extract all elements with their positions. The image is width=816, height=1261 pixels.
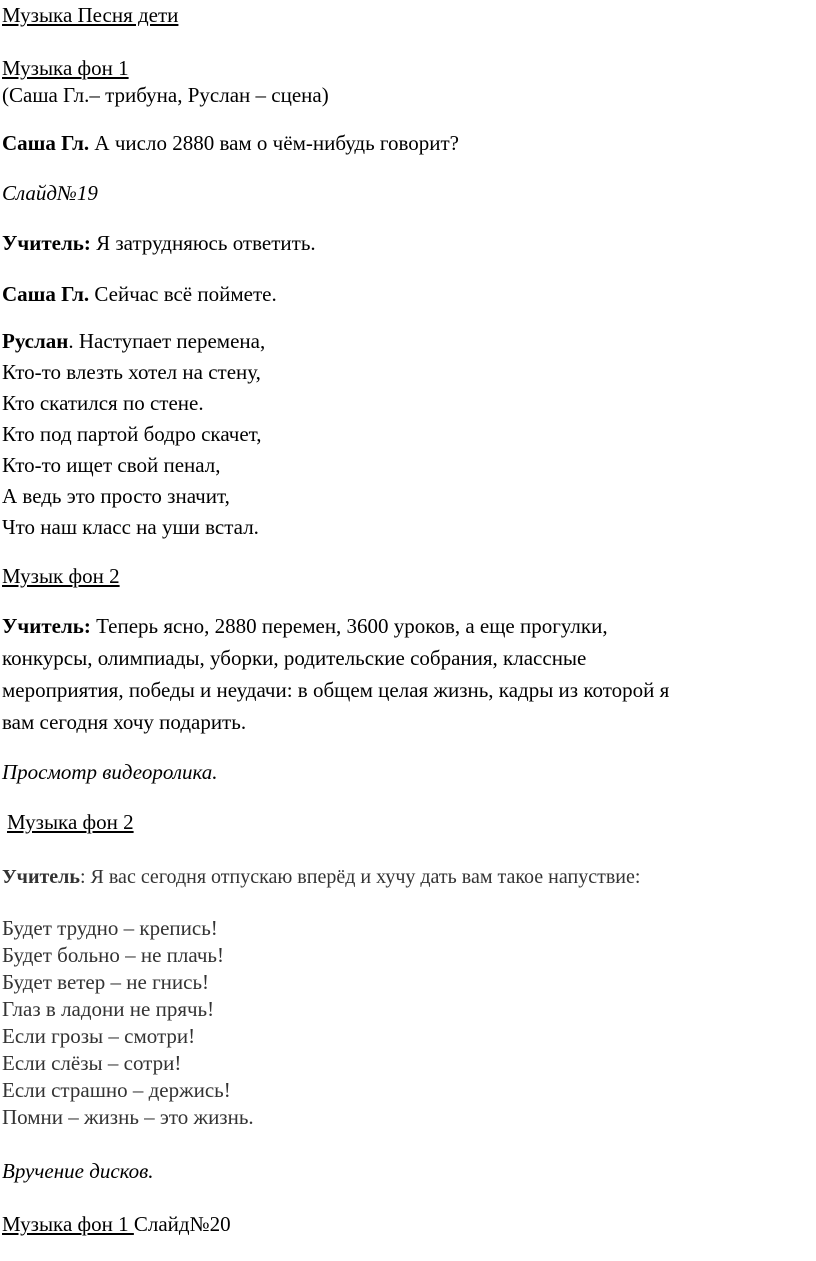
poem2-line: Если страшно – держись! xyxy=(2,1078,231,1102)
poem-line: Что наш класс на уши встал. xyxy=(2,515,259,539)
poem-line: А ведь это просто значит, xyxy=(2,484,230,508)
speaker-name: Руслан xyxy=(2,329,69,353)
poem-line: Кто-то ищет свой пенал, xyxy=(2,453,221,477)
poem2-line: Будет трудно – крепись! xyxy=(2,916,218,940)
music-cue-song: Музыка Песня дети xyxy=(2,3,179,27)
speaker-name: Учитель xyxy=(2,866,80,888)
dialogue-line xyxy=(2,864,640,890)
music-cue-bg2-repeat: Музыка фон 2 xyxy=(7,810,134,834)
poem2-line: Будет больно – не плачь! xyxy=(2,943,224,967)
dialogue-line xyxy=(2,130,459,156)
music-cue-bg2: Музык фон 2 xyxy=(2,564,120,588)
dialogue-text: : Я вас сегодня отпускаю вперёд и хучу дать вам такое напуствие: xyxy=(79,866,641,888)
teacher-paragraph-line: конкурсы, олимпиады, уборки, родительские собрания, классные xyxy=(2,646,587,670)
dialogue-text: Я затрудняюсь ответить. xyxy=(90,231,316,255)
teacher-paragraph-line: вам сегодня хочу подарить. xyxy=(2,710,247,734)
teacher-paragraph-line xyxy=(2,613,608,639)
poem2-line: Глаз в ладони не прячь! xyxy=(2,997,215,1021)
dialogue-line xyxy=(2,230,316,256)
speaker-name: Саша Гл. xyxy=(2,282,90,306)
dialogue-line xyxy=(2,281,277,307)
speaker-name: Учитель: xyxy=(2,614,91,638)
final-cue xyxy=(2,1211,231,1237)
poem2-line: Если грозы – смотри! xyxy=(2,1024,196,1048)
slide-cue: Слайд№19 xyxy=(2,181,98,205)
teacher-paragraph-line: мероприятия, победы и неудачи: в общем целая жизнь, кадры из которой я xyxy=(2,678,670,702)
dialogue-text: Теперь ясно, 2880 перемен, 3600 уроков, а еще прогулки, xyxy=(90,614,608,638)
stage-direction: (Саша Гл.– трибуна, Руслан – сцена) xyxy=(2,83,329,107)
dialogue-text: Сейчас всё поймете. xyxy=(89,282,277,306)
poem-line: Кто под партой бодро скачет, xyxy=(2,422,262,446)
discs-cue: Вручение дисков. xyxy=(2,1159,154,1183)
poem-line: Кто скатился по стене. xyxy=(2,391,204,415)
poem-line: Кто-то влезть хотел на стену, xyxy=(2,360,261,384)
video-cue: Просмотр видеоролика. xyxy=(2,760,218,784)
poem2-line: Будет ветер – не гнись! xyxy=(2,970,210,994)
poem-text: . Наступает перемена, xyxy=(68,329,266,353)
poem-line xyxy=(2,328,265,354)
poem2-line: Помни – жизнь – это жизнь. xyxy=(2,1105,254,1129)
poem2-line: Если слёзы – сотри! xyxy=(2,1051,182,1075)
music-cue-bg1: Музыка фон 1 xyxy=(2,56,129,80)
speaker-name: Саша Гл. xyxy=(2,131,90,155)
music-cue-bg1-final: Музыка фон 1 xyxy=(2,1212,134,1236)
slide-cue-final: Слайд№20 xyxy=(133,1212,231,1236)
speaker-name: Учитель: xyxy=(2,231,91,255)
dialogue-text: А число 2880 вам о чём-нибудь говорит? xyxy=(89,131,459,155)
